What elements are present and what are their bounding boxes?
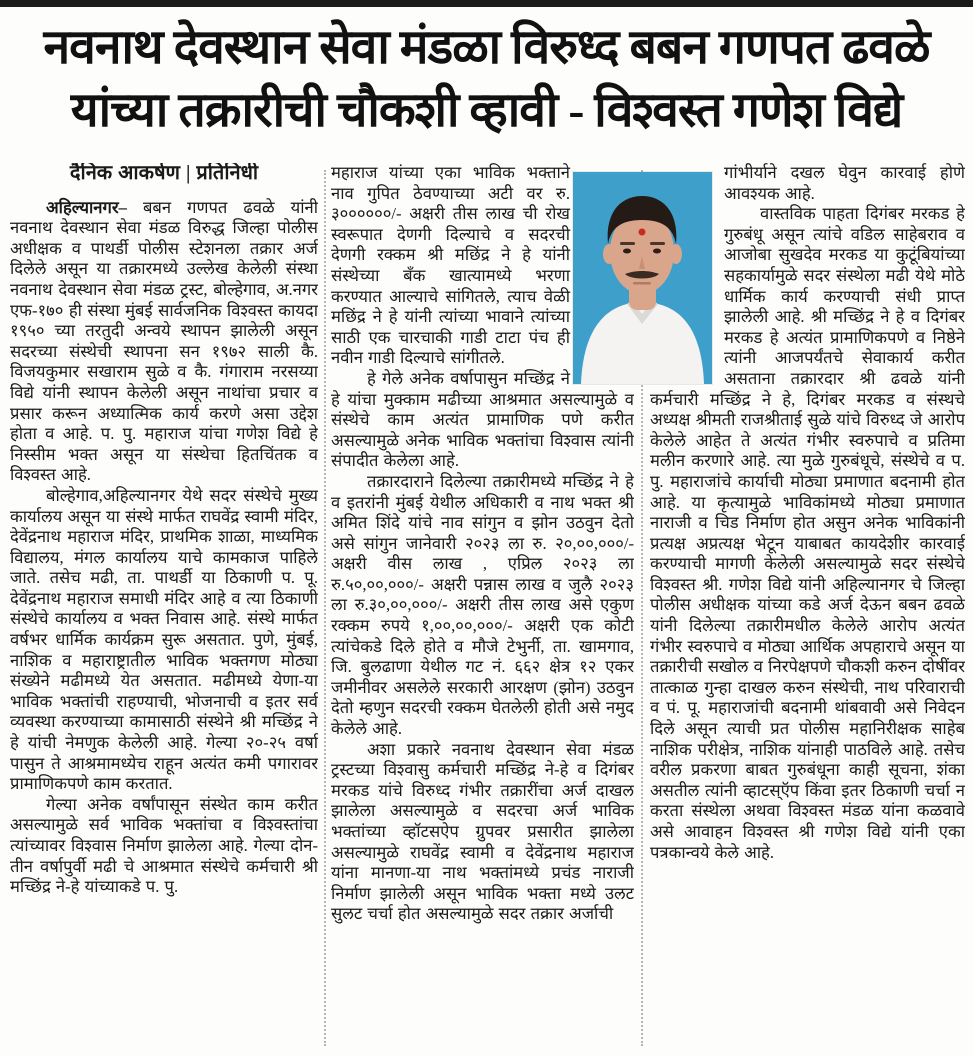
- article-paragraph: अहिल्यानगर– बबन गणपत ढवळे यांनी नवनाथ देवस्थान सेवा मंडळ विरुद्ध जिल्हा पोलीस अधीक्षक व पाथर्डी पोलीस स्टेशनला तक्रार अर्ज दिलेले असून या तक्रारमध्ये उल्लेख केलेली संस्था नवनाथ देवस्थान सेवा मंडळ ट्रस्ट, बोल्हेगाव, अ.नगर एफ-१७० ही संस्था मुंबई सार्वजनिक विश्वस्त कायदा १९५० च्या तरतुदी अन्वये स्थापन झालेली असून सदरच्या संस्थेची स्थापना सन १९७२ साली कै. विजयकुमार सखाराम सुळे व कै. गंगाराम नरसय्या विद्ये यांनी स्थापन केलेली असून नाथांचा प्रचार व प्रसार करून अध्यात्मिक कार्य करणे असा उद्देश होता व आहे. प. पु. महाराज यांचा गणेश विद्ये हे निस्सीम भक्त असून या संस्थेचा हितचिंतक व विश्वस्त आहे.: [10, 197, 318, 485]
- photo-eye-right: [653, 249, 661, 254]
- byline: दैनिक आकर्षण | प्रतिनिधी: [69, 163, 259, 184]
- dateline: अहिल्यानगर–: [46, 197, 143, 217]
- article-paragraph: वास्तविक पाहता दिगंबर मरकड हे गुरुबंधू असून त्यांचे वडिल साहेबराव व आजोबा सुखदेव मरकड या कुटूंबियांच्या सहकार्यामुळे सदर संस्थेला मढी येथे मोठे धार्मिक कार्य करण्याची संधी प्राप्त झालेली आहे. श्री मच्छिंद्र ने हे व दिगंबर मरकड हे अत्यंत प्रामाणिकपणे व निष्ठेने त्यांनी आजपर्यंतचे सेवाकार्य करीत असताना तक्रारदार श्री ढवळे यांनी कर्मचारी मच्छिंद्र ने हे, दिगंबर मरकड व संस्थचे अध्यक्ष श्रीमती राजश्रीताई सुळे यांचे विरुध्द जे आरोप केलेले आहेत ते अत्यंत गंभीर स्वरुपाचे व प्रतिमा मलीन करणारे आहे. त्या मुळे गुरुबंधूचे, संस्थेचे व प. पु. महाराजांचे कार्याची मोठ्या प्रमाणात बदनामी होत आहे. या कृत्यामुळे भाविकांमध्ये मोठ्या प्रमाणात नाराजी व चिड निर्माण होत असुन अनेक भाविकांनी प्रत्यक्ष अप्रत्यक्ष भेटून याबाबत कायदेशीर कारवाई करण्याची मागणी केलेली असल्यामुळे सदर संस्थेचे विश्वस्त श्री. गणेश विद्ये यांनी अहिल्यानगर चे जिल्हा पोलीस अधीक्षक यांच्या कडे अर्ज देऊन बबन ढवळे यांनी दिलेल्या तक्रारीमधील केलेले आरोप अत्यंत गंभीर स्वरुपाचे व मोठ्या आर्थिक अपहाराचे असून या तक्रारीची सखोल व निरपेक्षपणे चौकशी करुन दोषींवर तात्काळ गुन्हा दाखल करुन संस्थेची, नाथ परिवाराची व पं. पू. महाराजांची बदनामी थांबवावी असे निवेदन दिले असून त्याची प्रत पोलीस महानिरीक्षक साहेब नाशिक परीक्षेत्र, नाशिक यांनाही पाठविले आहे. तसेच वरील प्रकरणा बाबत गुरुबंधूना काही सूचना, शंका असतील त्यांनी व्हाटस्ऍप किंवा इतर ठिकाणी चर्चा न करता संस्थेला अथवा विश्वस्त मंडळ यांना कळवावे असे आवाहन विश्वस्त श्री गणेश विद्ये यांनी एका पत्रकान्वये केले आहे.: [650, 204, 965, 862]
- article-paragraph: गांभीर्याने दखल घेवुन कारवाई होणे आवश्यक आहे.: [724, 163, 965, 203]
- article-paragraph: अशा प्रकारे नवनाथ देवस्थान सेवा मंडळ ट्रस्टच्या विश्वासु कर्मचारी मच्छिंद्र ने-हे व दिगंबर मरकड यांचे विरुध्द गंभीर तक्रारींचा अर्ज दाखल झालेला असल्यामुळे व सदरचा अर्ज भाविक भक्तांच्या व्हॉटसऐप ग्रुपवर प्रसारीत झालेला असल्यामुळे राघवेंद्र स्वामी व देवेंद्रनाथ महाराज यांना मानणा-या नाथ भक्तांमध्ये प्रचंड नाराजी निर्माण झालेली असून भाविक भक्ता मध्ये उलट सुलट चर्चा होत असल्यामुळे सदर तक्रार अर्जाची: [331, 739, 634, 924]
- article-headline: [8, 16, 965, 142]
- photo-eyebrow-right: [650, 242, 665, 245]
- portrait-photo: [573, 172, 712, 384]
- article-column-1: [10, 163, 318, 1056]
- photo-mouth: [633, 282, 651, 285]
- column-divider-1: [324, 170, 326, 1046]
- portrait-photo-graphic: [573, 172, 712, 384]
- headline-line-2: यांच्या तक्रारीची चौकशी व्हावी - विश्वस्त गणेश विद्ये: [70, 84, 903, 137]
- article-paragraph: तक्रारदाराने दिलेल्या तक्रारीमध्ये मच्छिंद्र ने हे व इतरांनी मुंबई येथील अधिकारी व नाथ भक्त श्री अमित शिंदे यांचे नाव सांगुन व झोन उठवुन देतो असे सांगुन जानेवारी २०२३ ला रु. २०,००,०००/- अक्षरी वीस लाख , एप्रिल २०२३ ला रु.५०,००,०००/- अक्षरी पन्नास लाख व जुलै २०२३ ला रु.३०,००,०००/- अक्षरी तीस लाख असे एकुण रक्कम रुपये १,००,००,०००/- अक्षरी एक कोटी त्यांचेकडे दिले होते व मौजे टेभुर्नी, ता. खामगाव, जि. बुलढाणा येथील गट नं. ६६२ क्षेत्र १२ एकर जमीनीवर असलेले सरकारी आरक्षण (झोन) उठवुन देतो म्हणुन सदरची रक्कम घेतलेली होती असे नमुद केलेले आहे.: [331, 471, 634, 739]
- article-paragraph: महाराज यांच्या एका भाविक भक्ताने नाव गुपित ठेवण्याच्या अटी वर रु. ३००००००/- अक्षरी तीस लाख ची रोख स्वरूपात देणगी दिल्याचे व सदरची देणगी रक्कम श्री मछिंद्र ने हे यांनी संस्थेच्या बँक खात्यामध्ये भरणा करण्यात आल्याचे सांगितले, त्याच वेळी मछिंद्र ने हे यांनी त्यांच्या भावाने त्यांच्या साठी एक चारचाकी गाडी टाटा पंच ही नवीन गाडी दिल्याचे सांगीतले.: [331, 163, 570, 368]
- article-paragraph: बोल्हेगाव,अहिल्यानगर येथे सदर संस्थेचे मुख्य कार्यालय असून या संस्थे मार्फत राघवेंद्र स्वामी मंदिर, देवेंद्रनाथ महाराज मंदिर, प्राथमिक शाळा, माध्यमिक विद्यालय, मंगल कार्यालय याचे कामकाज पाहिले जाते. तसेच मढी, ता. पाथर्डी या ठिकाणी प. पू. देवेंद्रनाथ महाराज समाधी मंदिर आहे व त्या ठिकाणी संस्थेचे कार्यालय व भक्त निवास आहे. संस्थे मार्फत वर्षभर धार्मिक कार्यक्रम सुरू असतात. पुणे, मुंबई, नाशिक व महाराष्ट्रातील भाविक भक्तगण मोठ्या संख्येने मढीमध्ये येत असतात. मढीमध्ये येणा-या भाविक भक्तांची राहण्याची, भोजनाची व इतर सर्व व्यवस्था करण्याच्या कामासाठी संस्थेने श्री मच्छिंद्र ने हे यांची नेमणुक केलेली आहे. गेल्या २०-२५ वर्षा पासुन ते आश्रमामध्येच राहून अत्यंत कमी पगारावर प्रामाणिकपणे काम करतात.: [10, 485, 318, 794]
- article-paragraph: हे गेले अनेक वर्षापासुन मच्छिंद्र ने हे यांचा मुक्काम मढीच्या आश्रमात असल्यामुळे व संस्थेचे काम अत्यंत प्रामाणिक पणे करीत असल्यामुळे अनेक भाविक भक्तांचा विश्वास त्यांनी संपादीत केलेला आहे.: [331, 368, 634, 471]
- photo-tilak-mark: [639, 229, 646, 236]
- article-paragraph: गेल्या अनेक वर्षांपासून संस्थेत काम करीत असल्यामुळे सर्व भाविक भक्तांचा व विश्वस्तांचा त्यांच्यावर विश्वास निर्माण झालेला आहे. गेल्या दोन-तीन वर्षापुर्वी मढी चे आश्रमात संस्थेचे कर्मचारी श्री मच्छिंद्र ने-हे यांच्याकडे प. पु.: [10, 794, 318, 897]
- photo-eyebrow-left: [620, 242, 635, 245]
- clipping-top-edge: [0, 0, 973, 7]
- headline-line-1: नवनाथ देवस्थान सेवा मंडळा विरुध्द बबन गणपत ढवळे: [43, 21, 930, 74]
- photo-eye-left: [623, 249, 631, 254]
